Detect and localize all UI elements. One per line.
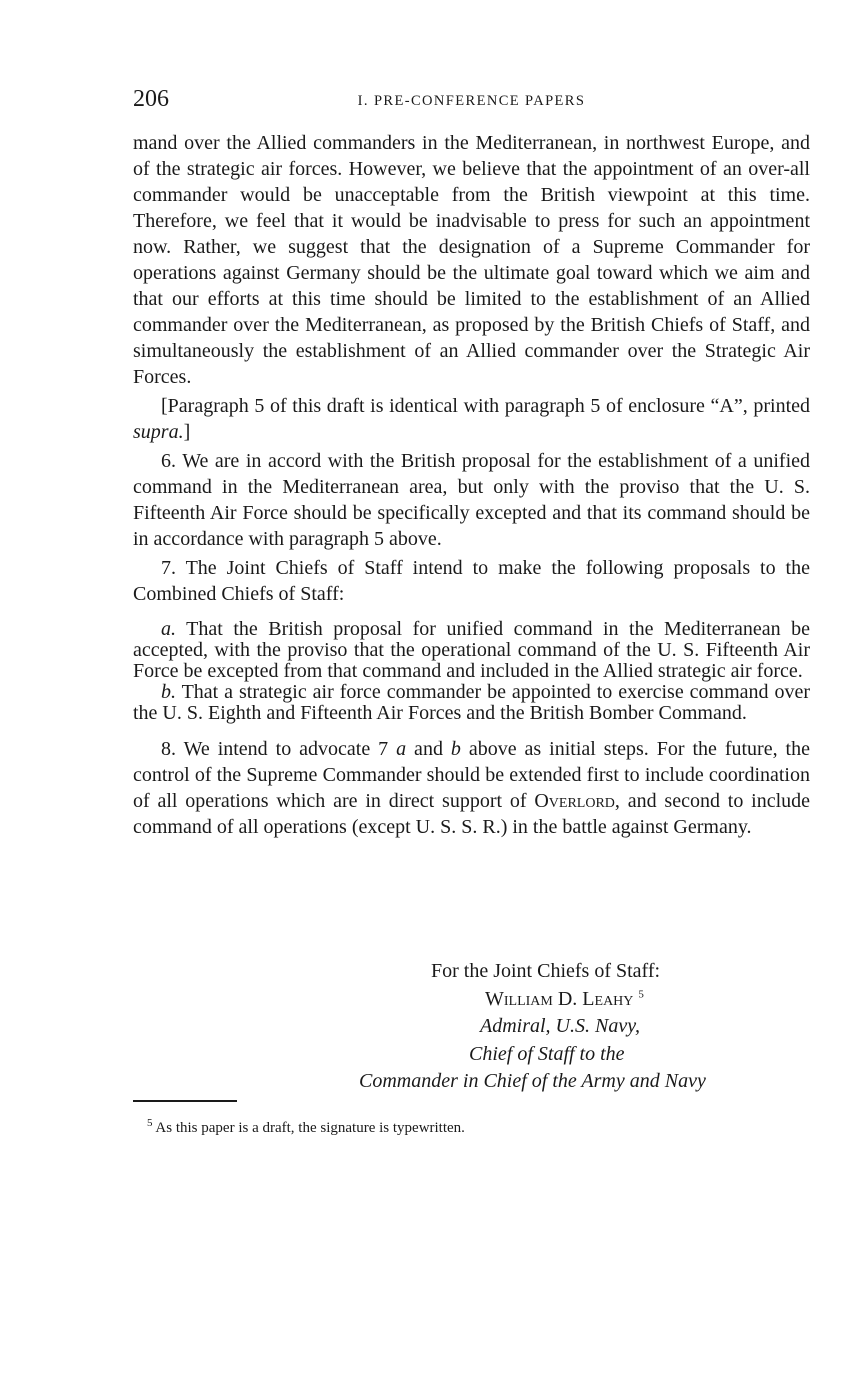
paragraph-6: 6. We are in accord with the British proposal for the establishment of a unified command in the Mediterranean area, but only with the proviso that the U. S. Fifteenth Air Force should be specifically excepted and that its command should be in accordance with paragraph 5 above. [133, 450, 810, 550]
list-item-a-text: That the British proposal for unified command in the Mediterranean be accepted, with the proviso that the operational command of the U. S. Fifteenth Air Force be excepted from that command and included in the Allied strategic air force. [133, 618, 810, 682]
list-item-b-text: That a strategic air force commander be appointed to exercise command over the U. S. Eighth and Fifteenth Air Forces and the British Bomber Command. [133, 681, 810, 724]
continuation-paragraph: mand over the Allied commanders in the Mediterranean, in northwest Europe, and of the strategic air forces. However, we believe that the appointment of an over-all commander would be unacceptable from the British viewpoint at this time. Therefore, we feel that it would be inadvisable to press for such an appointment now. Rather, we suggest that the designation of a Supreme Commander for operations against Germany should be the ultimate goal toward which we aim and that our efforts at this time should be limited to the establishment of an Allied commander over the Mediterranean, as proposed by the British Chiefs of Staff, and simultaneously the establishment of an Allied commander over the Strategic Air Forces. [133, 132, 810, 388]
paragraph-8-part-2: and [406, 738, 451, 760]
list-item-b-letter: b. [161, 681, 176, 703]
list-item-b [133, 682, 810, 724]
bracket-note [133, 393, 810, 445]
paragraph-8-ref-a: a [396, 738, 407, 760]
list-item-a-letter: a. [161, 618, 176, 640]
signature-name-line [300, 986, 810, 1014]
signatory-title-2: Commander in Chief of the Army and Navy [359, 1070, 706, 1092]
signature-block [300, 958, 810, 1096]
paragraph-8-part-1: 8. We intend to advocate 7 [161, 738, 397, 760]
page-header [133, 86, 810, 116]
list-item-a [133, 619, 810, 682]
paragraph-8 [133, 736, 810, 840]
bracket-note-text: [Paragraph 5 of this draft is identical with paragraph 5 of enclosure “A”, printed [161, 395, 810, 417]
footnote-marker: 5 [147, 1117, 153, 1129]
signatory-name: William D. Leahy [485, 987, 634, 1010]
signatory-title-1: Chief of Staff to the [469, 1042, 625, 1065]
paragraph-8-ref-b: b [450, 738, 461, 760]
paragraph-8-part-4: , and second to include command of all operations (except U. S. S. R.) in the battle against Germany. [133, 790, 811, 838]
footnote [147, 1118, 807, 1138]
signature-footnote-ref: 5 [638, 987, 644, 1000]
paragraph-8-overlord: Overlord [534, 790, 615, 812]
footnote-text: As this paper is a draft, the signature is typewritten. [152, 1120, 465, 1136]
footnote-rule [133, 1100, 237, 1102]
body-text [133, 130, 810, 840]
bracket-note-close: ] [183, 421, 191, 443]
paragraph-8-part-3: above as initial steps. For the future, the control of the Supreme Commander should be extended first to include coordination of all operations which are in direct support of [133, 738, 810, 812]
signatory-rank: Admiral, U.S. Navy, [480, 1015, 640, 1037]
signature-closing: For the Joint Chiefs of Staff: [431, 960, 661, 982]
page-number: 206 [133, 86, 169, 112]
paragraph-7: 7. The Joint Chiefs of Staff intend to make the following proposals to the Combined Chiefs of Staff: [133, 557, 810, 605]
bracket-note-italic: supra. [133, 421, 184, 443]
running-head: I. PRE-CONFERENCE PAPERS [357, 93, 586, 109]
